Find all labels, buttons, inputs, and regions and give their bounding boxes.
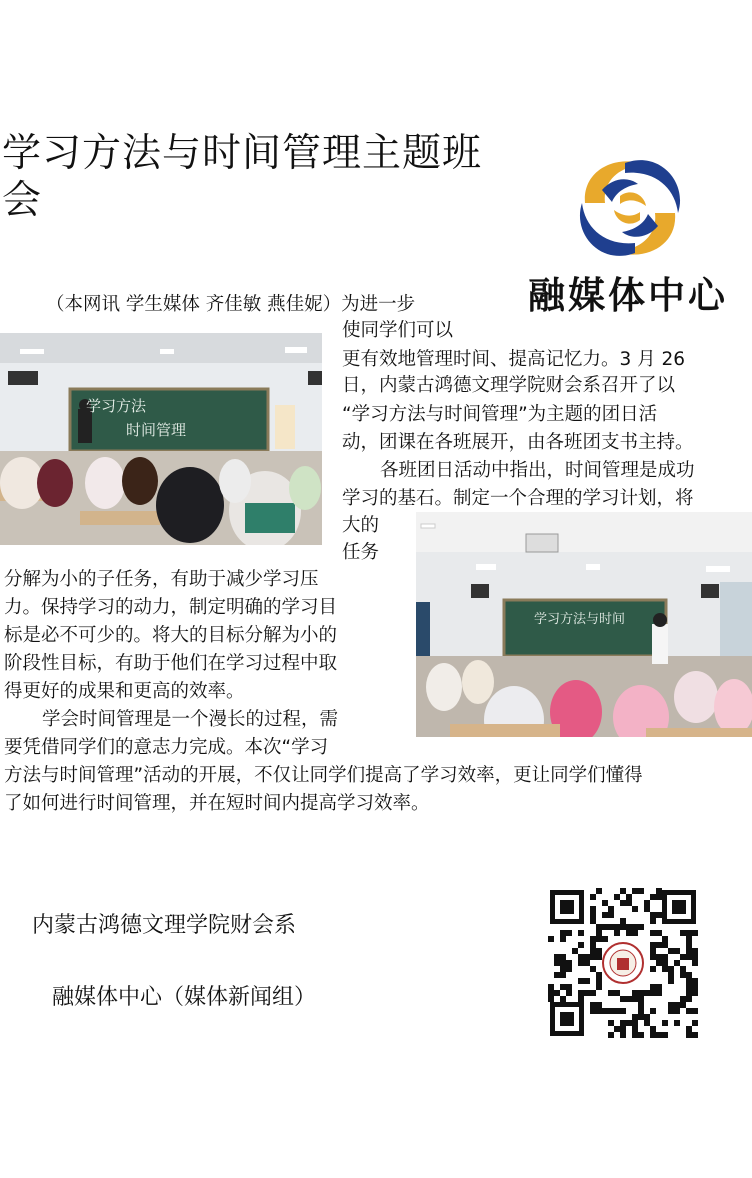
body-line: 了如何进行时间管理，并在短时间内提高学习效率。 (4, 793, 430, 814)
body-line: 任务 (342, 542, 380, 563)
footer-media-center: 融媒体中心（媒体新闻组） (52, 985, 317, 1010)
classroom-photo-2 (416, 512, 752, 737)
title-line-2: 会 (2, 178, 43, 223)
body-line: 更有效地管理时间、提高记忆力。3 月 26 (342, 349, 686, 370)
body-line: 大的 (342, 515, 380, 536)
classroom-photo-1 (0, 333, 322, 545)
body-line: 分解为小的子任务，有助于减少学习压 (4, 569, 319, 590)
body-line: 得更好的成果和更高的效率。 (4, 681, 245, 702)
chalkboard-text-2: 时间管理 (126, 421, 187, 439)
body-line: 标是必不可少的。将大的目标分解为小的 (4, 625, 338, 646)
media-center-logo (508, 150, 748, 315)
body-line: （本网讯 学生媒体 齐佳敏 燕佳妮）为进一步 (46, 294, 416, 315)
body-line: 学会时间管理是一个漫长的过程，需 (42, 709, 339, 730)
title-line-1: 学习方法与时间管理主题班 (2, 131, 483, 176)
body-line: 要凭借同学们的意志力完成。本次“学习 (4, 737, 329, 758)
chalkboard-text: 学习方法与时间 (534, 612, 626, 627)
qr-code (548, 888, 698, 1038)
qr-code-icon (548, 888, 698, 1038)
body-line: 日，内蒙古鸿德文理学院财会系召开了以 (342, 375, 676, 396)
article-title (2, 130, 502, 224)
body-line: “学习方法与时间管理”为主题的团日活 (342, 404, 658, 425)
body-line: 动，团课在各班展开，由各班团支书主持。 (342, 432, 694, 453)
body-line: 方法与时间管理”活动的开展，不仅让同学们提高了学习效率，更让同学们懂得 (4, 765, 643, 786)
logo-text: 融媒体中心 (528, 274, 728, 317)
swirl-logo-icon (508, 150, 748, 265)
footer-department: 内蒙古鸿德文理学院财会系 (32, 913, 297, 938)
body-line: 力。保持学习的动力，制定明确的学习目 (4, 597, 338, 618)
chalkboard-text-1: 学习方法 (86, 397, 147, 415)
body-line: 使同学们可以 (342, 320, 454, 341)
body-line: 各班团日活动中指出，时间管理是成功 (380, 460, 695, 481)
body-line: 学习的基石。制定一个合理的学习计划，将 (342, 488, 694, 509)
body-line: 阶段性目标，有助于他们在学习过程中取 (4, 653, 338, 674)
